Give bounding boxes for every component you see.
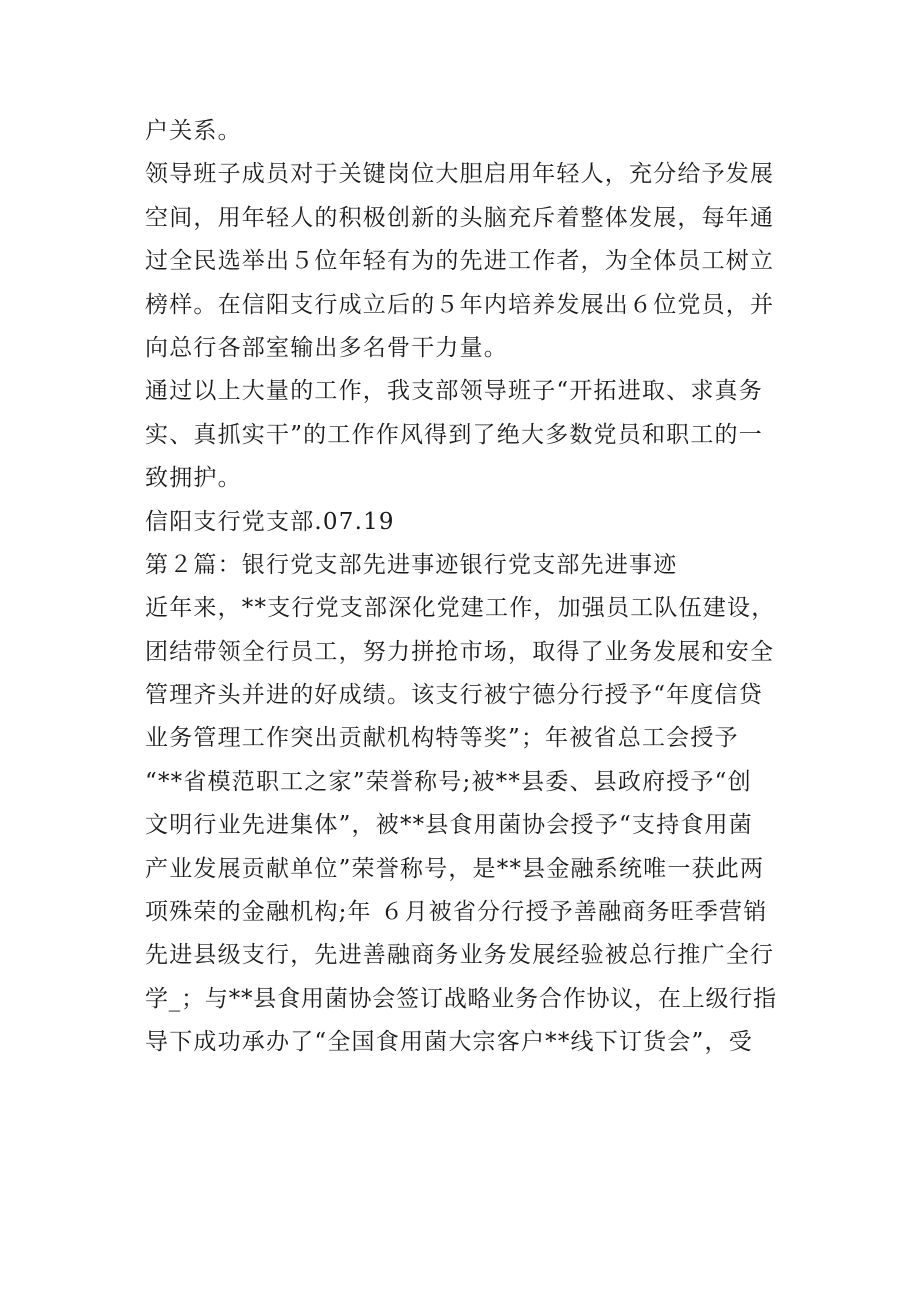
text-line: “**省模范职工之家”荣誉称号;被**县委、县政府授予“创 [145,768,752,795]
text-line: 实、真抓实干”的工作作风得到了绝大多数党员和职工的一 [145,421,763,448]
text-line: 通过以上大量的工作，我支部领导班子“开拓进取、求真务 [145,378,763,405]
text-line: 业务管理工作突出贡献机构特等奖”；年被省总工会授予 [145,725,739,752]
text-line: 团结带领全行员工，努力拼抢市场，取得了业务发展和安全 [145,638,775,665]
text-line: 领导班子成员对于关键岗位大胆启用年轻人，充分给予发展 [145,161,775,188]
signature-line: 信阳支行党支部.07.19 [145,508,395,535]
text-line: 致拥护。 [145,465,242,492]
text-line: 导下成功承办了“全国食用菌大宗客户**线下订货会”，受 [145,1029,753,1056]
text-line: 学_；与**县食用菌协会签订战略业务合作协议，在上级行指 [145,985,777,1012]
document-body [145,110,780,1065]
text-line: 过全民选举出５位年轻有为的先进工作者，为全体员工树立 [145,248,775,275]
text-line: 管理齐头并进的好成绩。该支行被宁德分行授予“年度信贷 [145,682,763,709]
text-line: 产业发展贡献单位”荣誉称号，是**县金融系统唯一获此两 [145,855,765,882]
text-line: 文明行业先进集体”，被**县食用菌协会授予“支持食用菌 [145,812,753,839]
text-line: 项殊荣的金融机构;年 ６月被省分行授予善融商务旺季营销 [145,899,768,926]
text-line: 户关系。 [145,118,242,144]
text-line: 向总行各部室输出多名骨干力量。 [145,334,508,361]
section-heading: 第２篇：银行党支部先进事迹银行党支部先进事迹 [145,551,678,578]
text-line: 榜样。在信阳支行成立后的５年内培养发展出６位党员，并 [145,291,775,318]
text-line: 近年来，**支行党支部深化党建工作，加强员工队伍建设， [145,595,776,622]
text-line: 空间，用年轻人的积极创新的头脑充斥着整体发展，每年通 [145,204,775,231]
text-line: 先进县级支行，先进善融商务业务发展经验被总行推广全行 [145,942,775,969]
